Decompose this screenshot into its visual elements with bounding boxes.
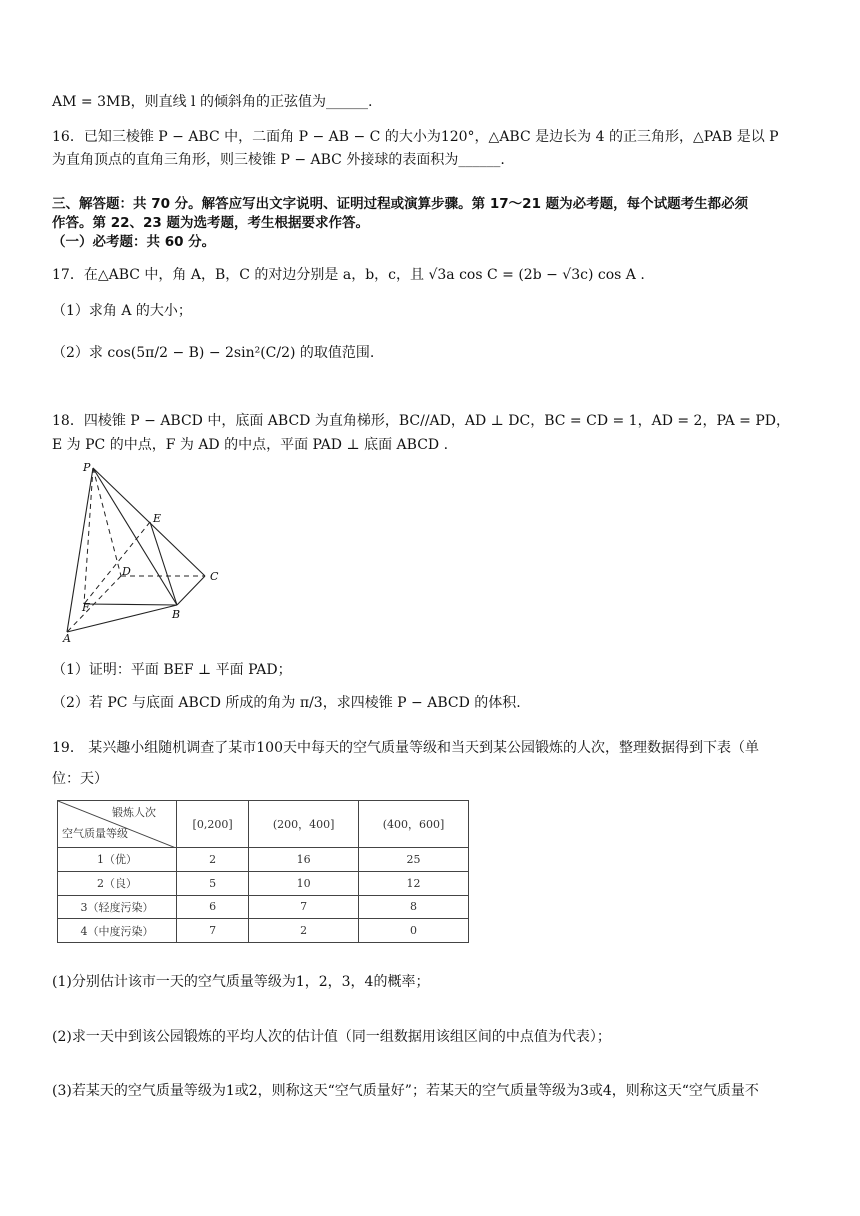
label-P: P <box>83 461 91 474</box>
table-cell: 2 <box>177 848 249 872</box>
q16-line-2: 为直角顶点的直角三角形，则三棱锥 P − ABC 外接球的表面积为______. <box>52 152 505 168</box>
q17-part-2: （2）求 cos(5π/2 − B) − 2sin²(C/2) 的取值范围. <box>52 345 375 361</box>
table-cell: 2 <box>249 919 359 943</box>
q19-part-1: (1)分别估计该市一天的空气质量等级为1，2，3，4的概率； <box>52 974 430 990</box>
table-row <box>58 895 469 919</box>
table-row-label: 3（轻度污染） <box>58 895 177 919</box>
segment-FB <box>84 604 177 605</box>
segment-EB <box>150 522 177 605</box>
label-E: E <box>153 512 162 525</box>
label-F: F <box>82 601 90 614</box>
q18-part-1: （1）证明：平面 BEF ⊥ 平面 PAD； <box>52 662 292 678</box>
q19-part-3: (3)若某天的空气质量等级为1或2，则称这天“空气质量好”；若某天的空气质量等级为3或4，则称这天“空气质量不 <box>52 1083 759 1099</box>
hidden-segment-PF <box>84 468 93 604</box>
label-A: A <box>63 632 71 645</box>
label-D: D <box>122 565 131 578</box>
table-cell: 7 <box>249 895 359 919</box>
hidden-edge-PD <box>93 468 121 576</box>
table-header-row <box>58 801 469 848</box>
table-cell: 25 <box>359 848 469 872</box>
table-row <box>58 848 469 872</box>
q19-stem-line-2: 位：天） <box>52 771 108 787</box>
table-cell: 5 <box>177 871 249 895</box>
table-cell: 10 <box>249 871 359 895</box>
table-row-label: 4（中度污染） <box>58 919 177 943</box>
section-3-heading-1: 三、解答题：共 70 分。解答应写出文字说明、证明过程或演算步骤。第 17～21 题为必考题，每个试题考生都必须 <box>52 196 749 212</box>
table-cell: 16 <box>249 848 359 872</box>
table-cell: 0 <box>359 919 469 943</box>
q18-stem-line-2: E 为 PC 的中点，F 为 AD 的中点，平面 PAD ⊥ 底面 ABCD . <box>52 437 449 453</box>
table-cell: 8 <box>359 895 469 919</box>
table-row <box>58 919 469 943</box>
table-cell: 12 <box>359 871 469 895</box>
table-header-cell: (200，400] <box>249 801 359 848</box>
q19-part-2: (2)求一天中到该公园锻炼的平均人次的估计值（同一组数据用该组区间的中点值为代表）； <box>52 1029 611 1045</box>
q18-part-2: （2）若 PC 与底面 ABCD 所成的角为 π/3，求四棱锥 P − ABCD 的体积. <box>52 695 521 711</box>
pyramid-figure <box>55 460 230 645</box>
air-quality-table <box>57 800 469 943</box>
table-cell: 6 <box>177 895 249 919</box>
table-row-label: 2（良） <box>58 871 177 895</box>
q17-part-1: （1）求角 A 的大小； <box>52 303 192 319</box>
table-header-cell: (400，600] <box>359 801 469 848</box>
q15-tail-line: AM = 3MB，则直线 l 的倾斜角的正弦值为______. <box>52 94 373 110</box>
table-corner-cell <box>58 801 177 848</box>
section-3-subheading: （一）必考题：共 60 分。 <box>52 234 216 250</box>
table-cell: 7 <box>177 919 249 943</box>
q19-stem-line-1: 19． 某兴趣小组随机调查了某市100天中每天的空气质量等级和当天到某公园锻炼的人次，整理数据得到下表（单 <box>52 740 759 756</box>
label-C: C <box>210 570 219 583</box>
q18-stem-line-1: 18．四棱锥 P − ABCD 中，底面 ABCD 为直角梯形，BC//AD，AD ⊥ DC，BC = CD = 1，AD = 2，PA = PD， <box>52 413 790 429</box>
q16-line-1: 16．已知三棱锥 P − ABC 中，二面角 P − AB − C 的大小为120°，△ABC 是边长为 4 的正三角形，△PAB 是以 P <box>52 129 779 145</box>
table-row-label: 1（优） <box>58 848 177 872</box>
table-row <box>58 871 469 895</box>
edge-BC <box>177 576 205 605</box>
label-B: B <box>172 608 181 621</box>
corner-top-label: 锻炼人次 <box>112 806 156 819</box>
section-3-heading-2: 作答。第 22、23 题为选考题，考生根据要求作答。 <box>52 215 369 231</box>
table-header-cell: [0,200] <box>177 801 249 848</box>
q17-stem: 17．在△ABC 中，角 A，B，C 的对边分别是 a，b，c，且 √3a cos C = (2b − √3c) cos A . <box>52 267 645 283</box>
corner-bottom-label: 空气质量等级 <box>62 827 128 840</box>
hidden-segment-EF <box>84 522 150 604</box>
